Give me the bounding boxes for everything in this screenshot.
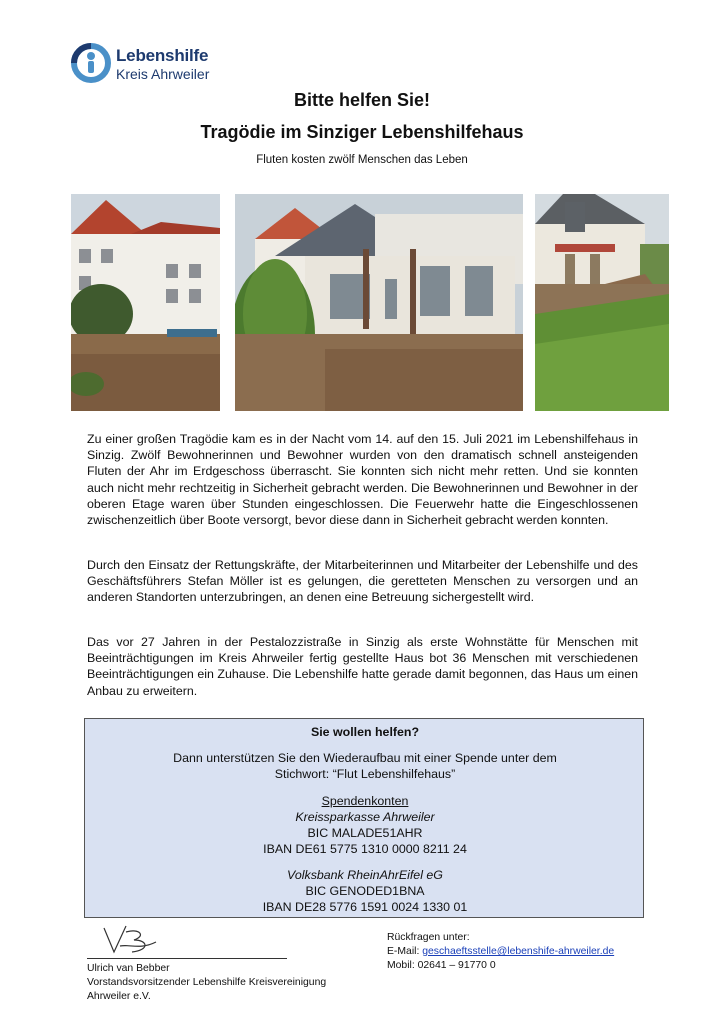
bank1-name: Kreissparkasse Ahrweiler: [295, 810, 435, 824]
bank2-name: Volksbank RheinAhrEifel eG: [287, 868, 443, 882]
contact-email-row: [387, 945, 614, 958]
page-title: Tragödie im Sinziger Lebenshilfehaus: [200, 122, 524, 142]
lebenshilfe-logo-icon: [70, 42, 112, 84]
bank1-iban: IBAN DE61 5775 1310 0000 8211 24: [263, 842, 467, 856]
paragraph-3: Das vor 27 Jahren in der Pestalozzistraße in Sinzig als erste Wohnstätte für Menschen mit Beeinträchtigungen im Kreis Ahrweiler fertig gestellte Haus bot 36 Menschen mit verschiedenen Beeinträchtigungen ein Zuhause. Die Lebenshilfe hatte gerade damit begonnen, das Haus um einen Anbau zu erweitern.: [87, 635, 638, 698]
paragraph-2: Durch den Einsatz der Rettungskräfte, der Mitarbeiterinnen und Mitarbeiter der Lebenshilfe und des Geschäftsführers Stefan Möller ist es gelungen, die geretteten Menschen zu versorgen und an anderen Standorten unterzubringen, an denen eine Betreuung sichergestellt wird.: [87, 558, 638, 605]
donation-text-line2: Stichwort: “Flut Lebenshilfehaus”: [274, 767, 456, 781]
bank2-bic: BIC GENODED1BNA: [305, 884, 425, 898]
donation-accounts-label: Spendenkonten: [321, 794, 409, 808]
flood-photo-garden: [535, 194, 669, 411]
contact-email-label: E-Mail:: [387, 946, 423, 957]
contact-email-link[interactable]: geschaeftsstelle@lebenshife-ahrweiler.de: [422, 946, 615, 957]
donation-box: [84, 718, 644, 918]
signature-line: [87, 958, 287, 959]
paragraph-1: Zu einer großen Tragödie kam es in der Nacht vom 14. auf den 15. Juli 2021 im Lebenshilfehaus in Sinzig. Zwölf Bewohnerinnen und Bewohner wurden von den dramatisch schnell ansteigenden Fluten der Ahr im Erdgeschoss überrascht. Sie konnten sich nicht mehr retten. Und sie konnten auch nicht mehr rechtzeitig in Sicherheit gebracht werden. Die Bewohnerinnen und Bewohner in der oberen Etage waren über Stunden eingeschlossen. Die Feuerwehr hatte die Eingeschlossenen zwischenzeitlich über Boote versorgt, bevor diese dann in Sicherheit gebracht werden konnten.: [87, 432, 638, 528]
logo-region: Kreis Ahrweiler: [116, 66, 210, 82]
donation-text-line1: Dann unterstützen Sie den Wiederaufbau mit einer Spende unter dem: [173, 751, 557, 765]
signer-org: Ahrweiler e.V.: [87, 991, 151, 1002]
subtitle: Fluten kosten zwölf Menschen das Leben: [256, 154, 468, 166]
lebenshilfe-logo: [70, 42, 230, 86]
signer-role: Vorstandsvorsitzender Lebenshilfe Kreisvereinigung: [87, 977, 327, 988]
signature-scribble: [100, 922, 160, 963]
bank1-bic: BIC MALADE51AHR: [307, 826, 423, 840]
flood-photo-porch: [235, 194, 523, 411]
contact-label: Rückfragen unter:: [387, 932, 470, 943]
logo-name: Lebenshilfe: [116, 46, 209, 65]
headline: Bitte helfen Sie!: [293, 90, 431, 110]
flood-photo-building-left: [71, 194, 220, 411]
contact-phone: Mobil: 02641 – 91770 0: [387, 960, 496, 971]
signer-name: Ulrich van Bebber: [87, 963, 170, 974]
donation-heading: Sie wollen helfen?: [310, 725, 420, 739]
bank2-iban: IBAN DE28 5776 1591 0024 1330 01: [262, 900, 468, 914]
